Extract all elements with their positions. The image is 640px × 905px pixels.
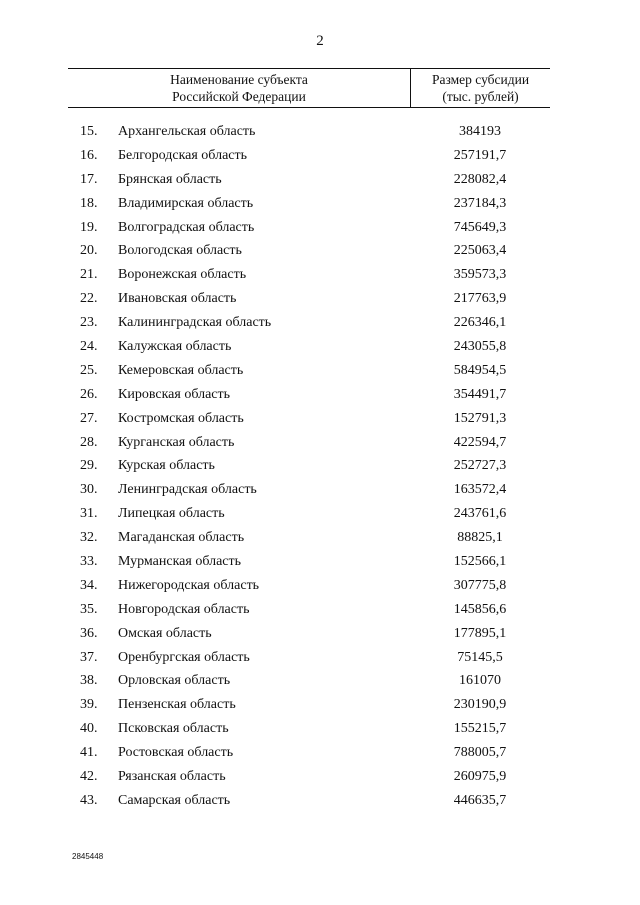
row-number: 30. [80,482,98,498]
region-name: Орловская область [118,673,231,689]
region-name: Кировская область [118,386,231,402]
region-name: Омская область [118,625,212,641]
region-name: Рязанская область [118,769,226,785]
region-name: Ленинградская область [118,482,257,498]
subsidy-value: 152791,3 [453,410,507,426]
table-row [0,717,640,741]
table-row [0,454,640,478]
table-row [0,239,640,263]
table-row [0,598,640,622]
table-row [0,192,640,216]
region-name: Ростовская область [118,745,234,761]
table-row [0,693,640,717]
region-name: Курская область [118,458,215,474]
table-row [0,622,640,646]
row-number: 35. [80,601,98,617]
subsidy-value: 422594,7 [453,434,507,450]
region-name: Владимирская область [118,195,254,211]
table-header [68,68,550,108]
subsidy-value: 177895,1 [453,625,507,641]
region-name: Пензенская область [118,697,236,713]
region-name: Липецкая область [118,506,225,522]
header-region-name-line2: Российской Федерации [172,89,306,104]
row-number: 23. [80,315,98,331]
subsidy-value: 217763,9 [453,291,507,307]
row-number: 36. [80,625,98,641]
subsidy-value: 152566,1 [453,554,507,570]
table-row [0,311,640,335]
table-row [0,646,640,670]
row-number: 20. [80,243,98,259]
row-number: 24. [80,339,98,355]
subsidy-value: 230190,9 [453,697,507,713]
header-subsidy-amount [411,69,550,107]
subsidy-value: 384193 [459,124,501,139]
region-name: Новгородская область [118,601,250,617]
region-name: Белгородская область [118,147,248,163]
table-row [0,359,640,383]
region-name: Вологодская область [118,243,242,259]
region-name: Костромская область [118,410,244,426]
subsidy-value: 75145,5 [457,649,503,665]
region-name: Волгоградская область [118,219,255,235]
region-name: Архангельская область [118,124,256,139]
table-row [0,216,640,240]
table-row [0,741,640,765]
table-row [0,789,640,813]
subsidy-value: 88825,1 [457,530,503,546]
table-row [0,407,640,431]
header-subsidy-amount-line2: (тыс. рублей) [442,89,519,104]
table-row [0,765,640,789]
table-row [0,669,640,693]
page-number: 2 [316,33,324,49]
document-code: 2845448 [72,852,104,861]
row-number: 37. [80,649,98,665]
subsidy-value: 225063,4 [453,243,507,259]
row-number: 18. [80,195,98,211]
subsidy-value: 243055,8 [453,339,507,355]
table-row [0,574,640,598]
row-number: 28. [80,434,98,450]
region-name: Калининградская область [118,315,272,331]
subsidy-value: 446635,7 [453,792,507,808]
table-row [0,383,640,407]
region-name: Брянская область [118,171,222,187]
subsidy-value: 252727,3 [453,458,507,474]
subsidy-value: 155215,7 [453,721,507,737]
row-number: 39. [80,697,98,713]
row-number: 21. [80,267,98,283]
region-name: Калужская область [118,339,232,355]
table-row [0,502,640,526]
table-row [0,526,640,550]
region-name: Магаданская область [118,530,245,546]
table-row [0,478,640,502]
subsidy-value: 163572,4 [453,482,507,498]
table-row [0,431,640,455]
region-name: Курганская область [118,434,235,450]
row-number: 40. [80,721,98,737]
row-number: 27. [80,410,98,426]
row-number: 16. [80,147,98,163]
row-number: 42. [80,769,98,785]
table-row [0,287,640,311]
table-row [0,335,640,359]
subsidy-value: 226346,1 [453,315,507,331]
header-subsidy-amount-line1: Размер субсидии [431,72,530,87]
row-number: 22. [80,291,98,307]
row-number: 29. [80,458,98,474]
subsidy-value: 237184,3 [453,195,507,211]
region-name: Оренбургская область [118,649,250,665]
subsidy-value: 145856,6 [453,601,507,617]
table-body [0,120,640,813]
region-name: Нижегородская область [118,577,260,593]
row-number: 33. [80,554,98,570]
subsidy-value: 243761,6 [453,506,507,522]
subsidy-value: 228082,4 [453,171,507,187]
header-region-name-line1: Наименование субъекта [170,72,308,87]
table-row [0,263,640,287]
row-number: 31. [80,506,98,522]
subsidy-value: 257191,7 [453,147,507,163]
region-name: Ивановская область [118,291,237,307]
table-row [0,168,640,192]
subsidy-value: 260975,9 [453,769,507,785]
subsidy-value: 584954,5 [453,362,507,378]
subsidy-value: 354491,7 [453,386,507,402]
region-name: Воронежская область [118,267,247,283]
row-number: 38. [80,673,98,689]
region-name: Самарская область [118,792,231,808]
row-number: 25. [80,362,98,378]
row-number: 19. [80,219,98,235]
subsidy-value: 788005,7 [453,745,507,761]
row-number: 41. [80,745,98,761]
row-number: 43. [80,792,98,808]
row-number: 26. [80,386,98,402]
row-number: 17. [80,171,98,187]
subsidy-value: 161070 [459,673,501,689]
region-name: Мурманская область [118,554,242,570]
subsidy-value: 359573,3 [453,267,507,283]
row-number: 32. [80,530,98,546]
row-number: 15. [80,124,98,139]
subsidy-value: 307775,8 [453,577,507,593]
table-row [0,144,640,168]
row-number: 34. [80,577,98,593]
table-row [0,550,640,574]
region-name: Псковская область [118,721,229,737]
subsidy-value: 745649,3 [453,219,507,235]
header-region-name [68,69,410,107]
region-name: Кемеровская область [118,362,244,378]
table-row [0,120,640,144]
